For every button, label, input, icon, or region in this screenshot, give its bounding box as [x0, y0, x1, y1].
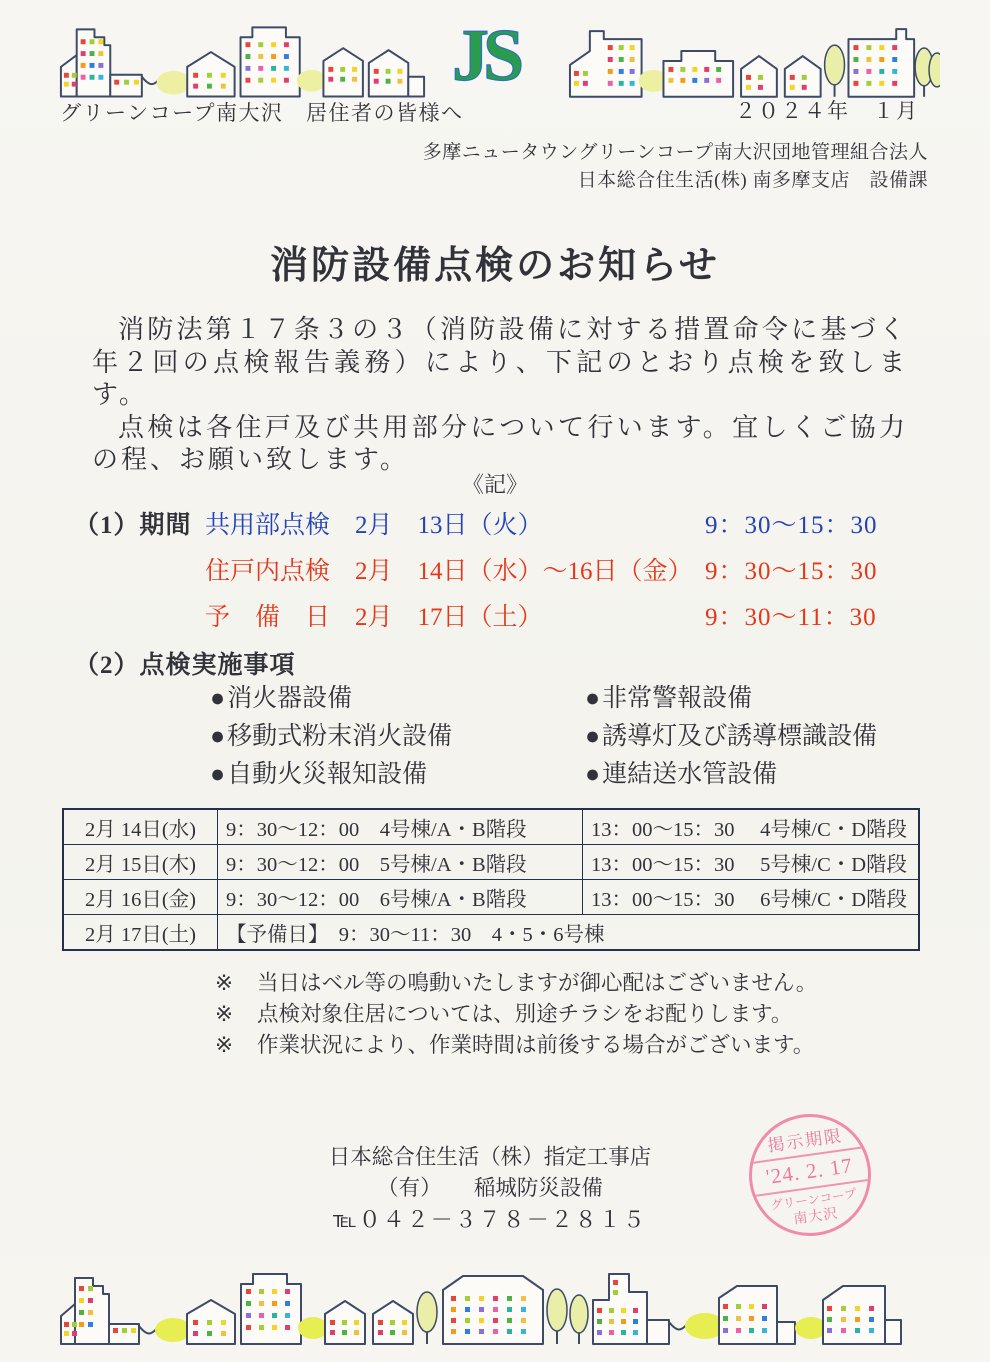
table-row — [63, 880, 919, 915]
period-row-in-unit — [205, 551, 905, 597]
table-row — [63, 915, 919, 951]
period-label: 予 備 日 — [205, 604, 331, 631]
note-text: 点検対象住居については、別途チラシをお配りします。 — [257, 1002, 793, 1026]
period-label: 住戸内点検 — [205, 558, 331, 585]
period-label: 共用部点検 — [205, 512, 331, 539]
item-guide-lights: ●誘導灯及び誘導標識設備 — [585, 723, 878, 750]
schedule-pm: 13：00～15：30 4号棟/C・D階段 — [583, 809, 920, 845]
contractor-phone: ℡０４２－３７８－２８１５ — [333, 1207, 647, 1232]
skyline-top-right — [562, 15, 940, 103]
bullet-icon: ● — [210, 685, 226, 712]
period-date: 2月 13日（火） — [355, 512, 543, 539]
intro-paragraph-1: 消防法第１７条３の３（消防設備に対する措置命令に基づく年２回の点検報告義務）により、下記のとおり点検を致します。 — [92, 315, 908, 409]
bullet-icon: ● — [585, 685, 601, 712]
item-fire-extinguisher: ●消火器設備 — [210, 685, 353, 712]
schedule-pm: 13：00～15：30 5号棟/C・D階段 — [583, 845, 920, 880]
item-standpipe: ●連結送水管設備 — [585, 761, 778, 788]
note-mark: ※ — [215, 1033, 234, 1057]
schedule-pm: 13：00～15：30 6号棟/C・D階段 — [583, 880, 920, 915]
bullet-icon: ● — [585, 761, 601, 788]
skyline-top-left — [55, 15, 430, 103]
schedule-am: 9：30～12：00 4号棟/A・B階段 — [218, 809, 583, 845]
schedule-table — [62, 808, 920, 951]
record-mark: 《記》 — [461, 472, 528, 497]
page-title: 消防設備点検のお知らせ — [270, 245, 720, 287]
note-mark: ※ — [215, 1002, 234, 1026]
bullet-icon: ● — [210, 761, 226, 788]
contractor-line-1: 日本総合住生活（株）指定工事店 — [328, 1145, 652, 1169]
stamp-date: '24. 2. 17 — [764, 1153, 855, 1189]
item-mobile-powder: ●移動式粉末消火設備 — [210, 723, 453, 750]
item-auto-fire-alarm: ●自動火災報知設備 — [210, 761, 428, 788]
table-row — [63, 809, 919, 845]
skyline-bottom — [55, 1262, 935, 1350]
schedule-date: 2月 14日(水) — [63, 809, 218, 845]
schedule-am: 9：30～12：00 6号棟/A・B階段 — [218, 880, 583, 915]
note-text: 当日はベル等の鳴動いたしますが御心配はございません。 — [257, 971, 818, 995]
schedule-am: 9：30～12：00 5号棟/A・B階段 — [218, 845, 583, 880]
schedule-date: 2月 17日(土) — [63, 915, 218, 951]
period-date: 2月 14日（水）～16日（金） — [355, 558, 693, 585]
organization-block — [423, 139, 928, 195]
intro-paragraphs — [92, 314, 908, 477]
items-section-heading: （2）点検実施事項 — [74, 652, 296, 679]
items-column-left — [210, 680, 585, 794]
period-time: 9：30～11：30 — [705, 604, 877, 631]
stamp-org-line-1: グリーンコープ — [769, 1186, 858, 1213]
js-logo: JS — [452, 15, 519, 97]
period-row-reserve-day — [205, 597, 905, 643]
note-mark: ※ — [215, 971, 234, 995]
table-row — [63, 845, 919, 880]
note-row — [215, 1030, 817, 1061]
intro-paragraph-2: 点検は各住戸及び共用部分について行います。宜しくご協力の程、お願い致します。 — [92, 412, 908, 474]
schedule-reserve-day: 【予備日】 9：30～11：30 4・5・6号棟 — [218, 915, 920, 951]
item-emergency-alarm: ●非常警報設備 — [585, 685, 753, 712]
org-line-2: 日本総合住生活(株) 南多摩支店 設備課 — [577, 170, 928, 191]
items-grid — [210, 680, 930, 794]
bullet-icon: ● — [210, 723, 226, 750]
notes-block — [215, 968, 817, 1061]
bullet-icon: ● — [585, 723, 601, 750]
period-row-common-area — [205, 505, 905, 551]
period-date: 2月 17日（土） — [355, 604, 543, 631]
schedule-date: 2月 16日(金) — [63, 880, 218, 915]
note-row — [215, 968, 817, 999]
org-line-1: 多摩ニュータウングリーンコープ南大沢団地管理組合法人 — [422, 142, 928, 163]
schedule-date: 2月 15日(木) — [63, 845, 218, 880]
note-text: 作業状況により、作業時間は前後する場合がございます。 — [257, 1033, 815, 1057]
period-time: 9：30～15：30 — [705, 512, 878, 539]
items-column-right — [585, 680, 877, 794]
note-row — [215, 999, 817, 1030]
contractor-line-2: （有） 稲城防災設備 — [377, 1176, 603, 1200]
stamp-org-line-2: 南大沢 — [792, 1206, 840, 1228]
period-rows — [205, 505, 905, 643]
period-time: 9：30～15：30 — [705, 558, 878, 585]
addressee-line: グリーンコープ南大沢 居住者の皆様へ — [60, 101, 464, 125]
period-section-heading: （1）期間 — [74, 512, 192, 539]
stamp-title: 掲示期限 — [766, 1126, 845, 1156]
issue-date: ２０２４年 １月 — [735, 99, 919, 123]
